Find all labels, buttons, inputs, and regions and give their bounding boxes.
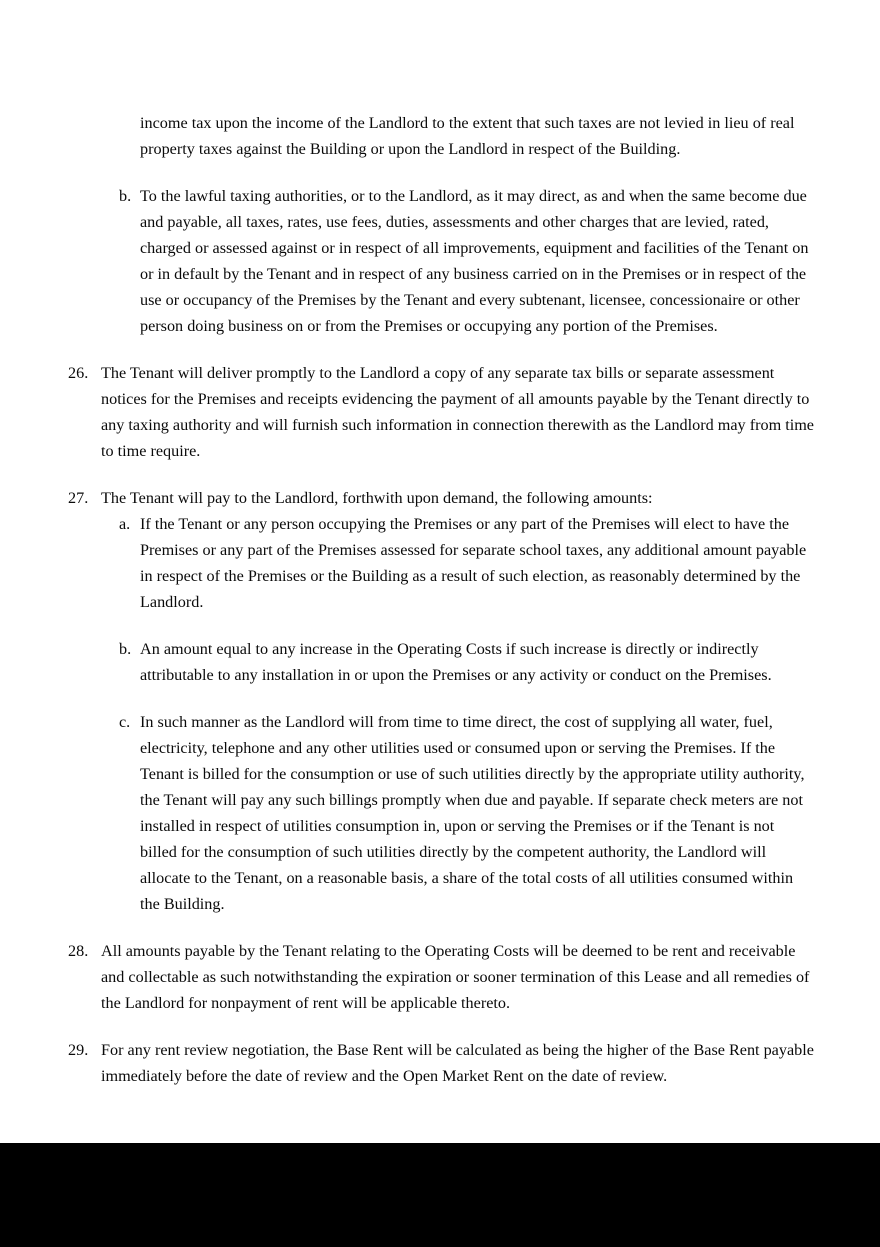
paragraph-gap: [0, 917, 880, 938]
list-item: [0, 511, 880, 615]
clause-27: [0, 485, 880, 511]
list-item: [0, 183, 880, 339]
list-item-marker: a.: [119, 515, 131, 533]
list-item-marker: b.: [119, 640, 132, 658]
clause-text: The Tenant will deliver promptly to the Landlord a copy of any separate tax bills or separate assessment notices for the Premises and receipts evidencing the payment of all amounts payable by the Tenant directly to any taxing authority and will furnish such information in connection therewith as the Landlord may from time to time require.: [101, 364, 814, 460]
list-item-text: An amount equal to any increase in the Operating Costs if such increase is directly or indirectly attributable to any installation in or upon the Premises or any activity or conduct on the Premises.: [140, 640, 772, 684]
continuation-paragraph: income tax upon the income of the Landlord to the extent that such taxes are not levied in lieu of real property taxes against the Building or upon the Landlord in respect of the Building.: [140, 114, 795, 158]
list-item-text: To the lawful taxing authorities, or to the Landlord, as it may direct, as and when the same become due and payable, all taxes, rates, use fees, duties, assessments and other charges that are levied, rated, charged or assessed against or in respect of all improvements, equipment and facilities of the Tenant on or in default by the Tenant and in respect of any business carried on in the Premises or in respect of the use or occupancy of the Premises by the Tenant and every subtenant, licensee, concessionaire or other person doing business on or from the Premises or occupying any portion of the Premises.: [140, 187, 809, 335]
clause-text: The Tenant will pay to the Landlord, forthwith upon demand, the following amounts:: [101, 489, 653, 507]
list-item-marker: b.: [119, 187, 132, 205]
paragraph-gap: [0, 339, 880, 360]
list-item-gap: [0, 615, 880, 636]
paragraph-gap: [0, 162, 880, 183]
clause-26: [0, 360, 880, 464]
clause-text: All amounts payable by the Tenant relating to the Operating Costs will be deemed to be rent and receivable and collectable as such notwithstanding the expiration or sooner termination of this Lease and all remedies of the Landlord for nonpayment of rent will be applicable thereto.: [101, 942, 810, 1012]
clause-marker: 29.: [68, 1041, 89, 1059]
list-item-gap: [0, 688, 880, 709]
clause-marker: 26.: [68, 364, 89, 382]
list-item: [0, 709, 880, 917]
clause-text: For any rent review negotiation, the Base Rent will be calculated as being the higher of the Base Rent payable immediately before the date of review and the Open Market Rent on the date of review.: [101, 1041, 814, 1085]
list-item-marker: c.: [119, 713, 131, 731]
clause-marker: 27.: [68, 489, 89, 507]
clause-29: [0, 1037, 880, 1089]
clause-marker: 28.: [68, 942, 89, 960]
list-item: [0, 636, 880, 688]
list-item-text: In such manner as the Landlord will from time to time direct, the cost of supplying all water, fuel, electricity, telephone and any other utilities used or consumed upon or serving the Premises. If the Tenant is billed for the consumption or use of such utilities directly by the appropriate utility authority, the Tenant will pay any such billings promptly when due and payable. If separate check meters are not installed in respect of utilities consumption in, upon or serving the Premises or if the Tenant is not billed for the consumption of such utilities directly by the competent authority, the Landlord will allocate to the Tenant, on a reasonable basis, a share of the total costs of all utilities consumed within the Building.: [140, 713, 805, 913]
clause-28: [0, 938, 880, 1016]
paragraph-gap: [0, 464, 880, 485]
top-margin-spacer: [0, 0, 880, 110]
list-item-text: If the Tenant or any person occupying the Premises or any part of the Premises will elect to have the Premises or any part of the Premises assessed for separate school taxes, any additional amount payable in respect of the Premises or the Building as a result of such election, as reasonably determined by the Landlord.: [140, 515, 807, 611]
paragraph-gap: [0, 1016, 880, 1037]
footer-black-bar: [0, 1143, 880, 1247]
